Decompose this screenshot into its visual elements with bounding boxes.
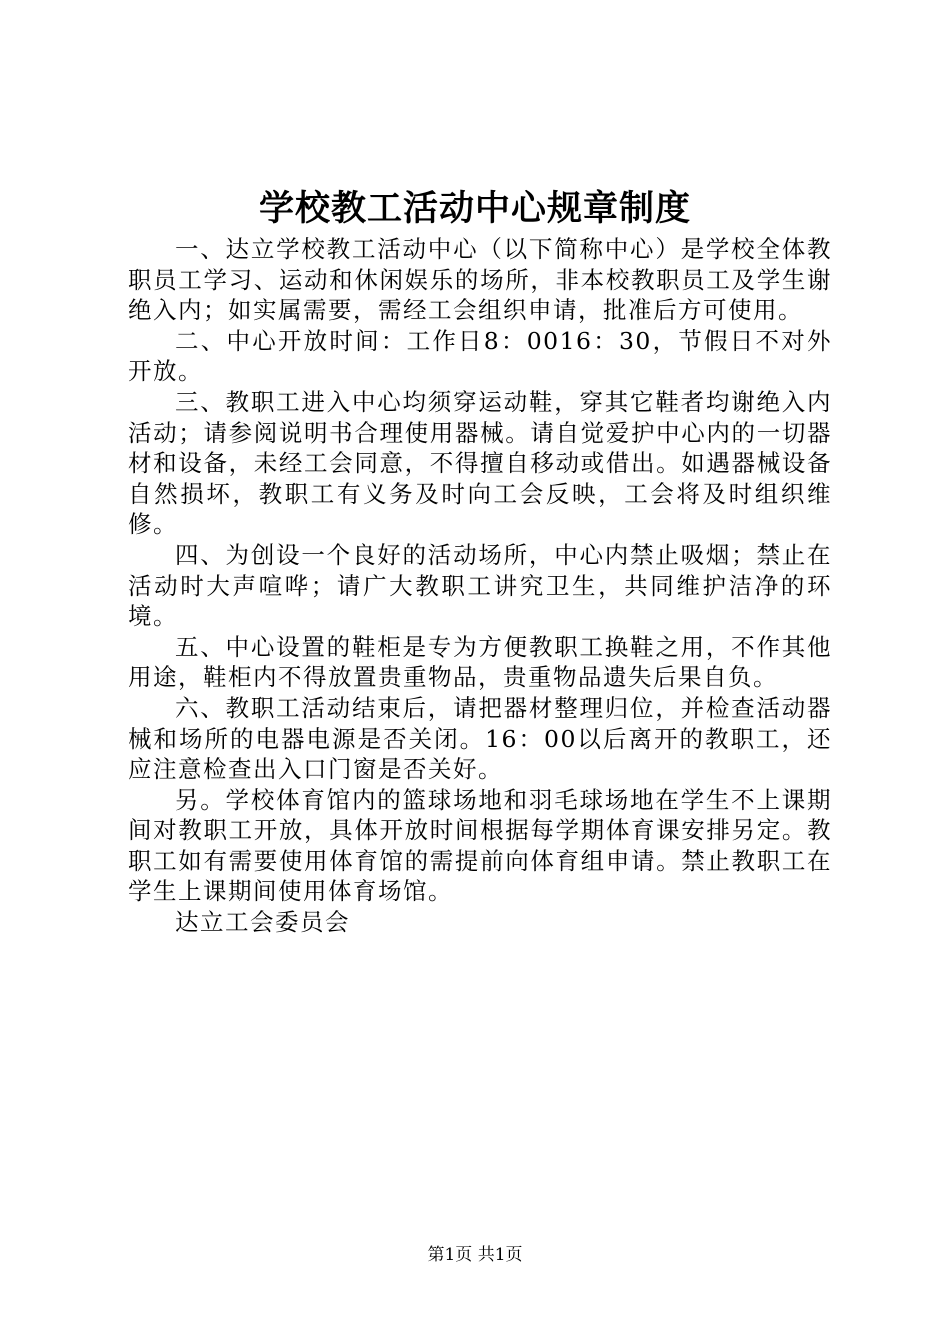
page-footer: 第1页 共1页 [427,1245,523,1265]
page-title: 学校教工活动中心规章制度 [258,188,691,229]
paragraph-4: 四、为创设一个良好的活动场所，中心内禁止吸烟；禁止在活动时大声喧哗；请广大教职工讲究卫生，共同维护洁净的环境。 [128,540,832,631]
document-body [128,234,832,938]
paragraph-7: 另。学校体育馆内的篮球场地和羽毛球场地在学生不上课期间对教职工开放，具体开放时间根据每学期体育课安排另定。教职工如有需要使用体育馆的需提前向体育组申请。禁止教职工在学生上课期间使用体育场馆。 [128,785,832,906]
paragraph-6: 六、教职工活动结束后，请把器材整理归位，并检查活动器械和场所的电器电源是否关闭。16：00以后离开的教职工，还应注意检查出入口门窗是否关好。 [128,693,832,784]
paragraph-3: 三、教职工进入中心均须穿运动鞋，穿其它鞋者均谢绝入内活动；请参阅说明书合理使用器械。请自觉爱护中心内的一切器材和设备，未经工会同意，不得擅自移动或借出。如遇器械设备自然损坏，教职工有义务及时向工会反映，工会将及时组织维修。 [128,387,832,539]
paragraph-5: 五、中心设置的鞋柜是专为方便教职工换鞋之用，不作其他用途，鞋柜内不得放置贵重物品，贵重物品遗失后果自负。 [128,632,832,692]
signature: 达立工会委员会 [175,908,350,937]
paragraph-2: 二、中心开放时间：工作日8：0016：30，节假日不对外开放。 [128,326,832,386]
paragraph-1: 一、达立学校教工活动中心（以下简称中心）是学校全体教职员工学习、运动和休闲娱乐的场所，非本校教职员工及学生谢绝入内；如实属需要，需经工会组织申请，批准后方可使用。 [128,235,832,325]
